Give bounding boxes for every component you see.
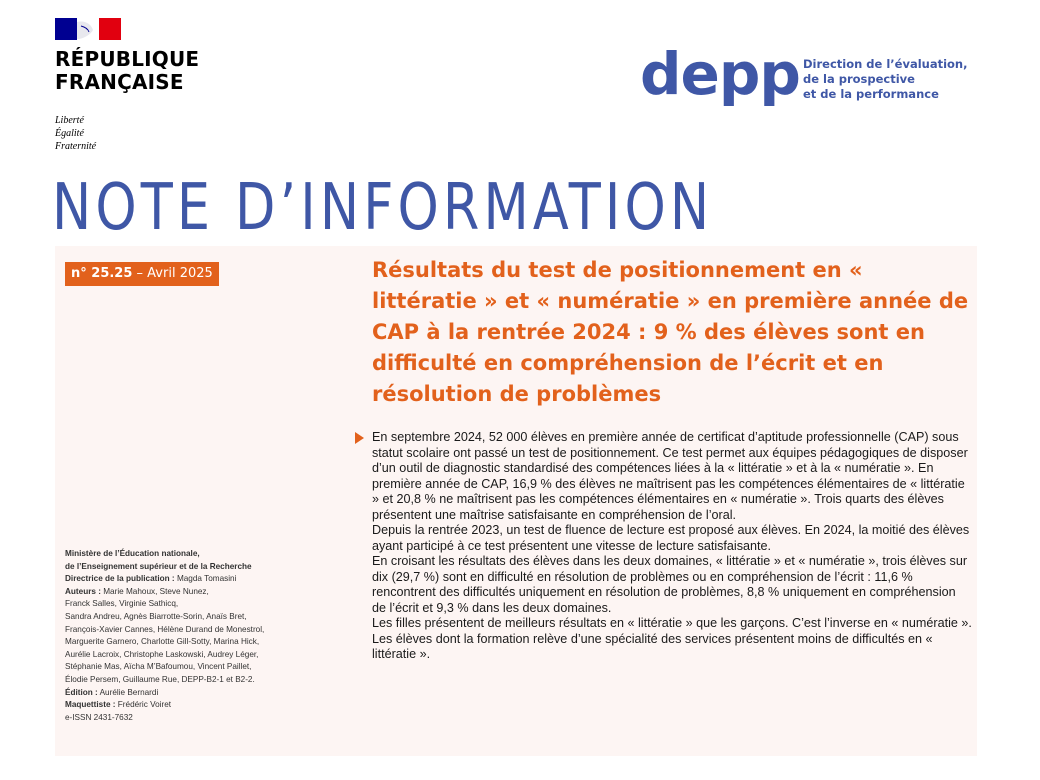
- issue-date: – Avril 2025: [136, 266, 213, 281]
- ministry-line-1: Ministère de l’Éducation nationale,: [65, 549, 200, 558]
- issue-number: n° 25.25: [71, 266, 133, 281]
- authors-line: Sandra Andreu, Agnès Biarrotte-Sorin, Anaïs Bret,: [65, 611, 247, 621]
- marianne-flag-icon: [55, 18, 121, 40]
- headline: Résultats du test de positionnement en « littératie » et « numératie » en première année de CAP à la rentrée 2024 : 9 % des élèves sont en difficulté en compréhension de l’écrit et en résolution de problèmes: [372, 258, 969, 406]
- paragraph: Les élèves dont la formation relève d’une spécialité des services présentent moins de difficultés en « littératie ».: [372, 631, 933, 661]
- authors-names: Marie Mahoux, Steve Nunez,: [103, 586, 209, 596]
- authors-line: Stéphanie Mas, Aïcha M’Bafoumou, Vincent Paillet,: [65, 662, 252, 672]
- authors-line: Aurélie Lacroix, Christophe Laskowski, Audrey Léger,: [65, 649, 259, 659]
- director-name: Magda Tomasini: [176, 574, 237, 584]
- depp-line-2: de la prospective: [803, 72, 915, 86]
- page-title: NOTE D’INFORMATION: [52, 171, 714, 245]
- paragraph: Les filles présentent de meilleurs résultats en « littératie » que les garçons. C’est l’inverse en « numératie ».: [372, 616, 972, 630]
- bullet-arrow-icon: [355, 432, 364, 444]
- rf-line-2: FRANÇAISE: [55, 70, 184, 94]
- issn: e-ISSN 2431-7632: [65, 712, 133, 722]
- edition-line: [65, 687, 345, 700]
- paragraph: En croisant les résultats des élèves dans les deux domaines, « littératie » et « numératie », trois élèves sur dix (29,7 %) sont en difficulté en résolution de problèmes ou en compréhension de l’écrit : 11,6 % rencontrent des difficultés uniquement en résolution de problèmes, 8,8 % uniquement en compréhension de l’écrit et 9,3 % dans les deux domaines.: [372, 554, 968, 615]
- depp-subtitle: [803, 57, 968, 102]
- authors-line: Élodie Persem, Guillaume Rue, DEPP-B2-1 et B2-2.: [65, 674, 255, 684]
- director-label: Directrice de la publication :: [65, 574, 175, 584]
- depp-logo: depp: [640, 40, 800, 108]
- layout-name: Frédéric Voiret: [117, 700, 172, 710]
- issue-badge: [65, 262, 219, 286]
- motto-egalite: Égalité: [55, 128, 84, 139]
- motto-fraternite: Fraternité: [55, 141, 97, 152]
- summary-text: [372, 430, 972, 663]
- layout-line: [65, 699, 345, 712]
- rf-motto: [55, 114, 96, 153]
- depp-line-1: Direction de l’évaluation,: [803, 57, 968, 71]
- layout-label: Maquettiste :: [65, 700, 116, 710]
- motto-liberte: Liberté: [55, 115, 84, 126]
- rf-line-1: RÉPUBLIQUE: [55, 47, 200, 71]
- paragraph: Depuis la rentrée 2023, un test de fluence de lecture est proposé aux élèves. En 2024, la moitié des élèves ayant participé à ce test présentent une vitesse de lecture satisfaisante.: [372, 523, 970, 553]
- authors-line: François-Xavier Cannes, Hélène Durand de Monestrol,: [65, 624, 265, 634]
- ministry-line-2: de l’Enseignement supérieur et de la Recherche: [65, 561, 252, 571]
- rf-name: [55, 48, 199, 94]
- paragraph: En septembre 2024, 52 000 élèves en première année de certificat d’aptitude professionnelle (CAP) sous statut scolaire ont passé un test de positionnement. Ce test permet aux équipes pédagogiques de disposer d’un outil de diagnostic standardisé des compétences liées à la « littératie » et à la « numératie ». En première année de CAP, 16,9 % des élèves ne maîtrisent pas les compétences élémentaires de « littératie » et 20,8 % ne maîtrisent pas les compétences élémentaires en « numératie ». Trois quarts des élèves présentent une maîtrise satisfaisante en compréhension de l’oral.: [372, 430, 968, 522]
- director-line: [65, 573, 345, 586]
- authors-line: [65, 586, 345, 599]
- edition-name: Aurélie Bernardi: [99, 687, 159, 697]
- authors-line: Franck Salles, Virginie Sathicq,: [65, 599, 179, 609]
- edition-label: Édition :: [65, 687, 98, 697]
- authors-line: Marguerite Garnero, Charlotte Gill-Sotty, Marina Hick,: [65, 637, 260, 647]
- credits: [65, 548, 345, 724]
- depp-line-3: et de la performance: [803, 87, 939, 101]
- authors-label: Auteurs :: [65, 586, 101, 596]
